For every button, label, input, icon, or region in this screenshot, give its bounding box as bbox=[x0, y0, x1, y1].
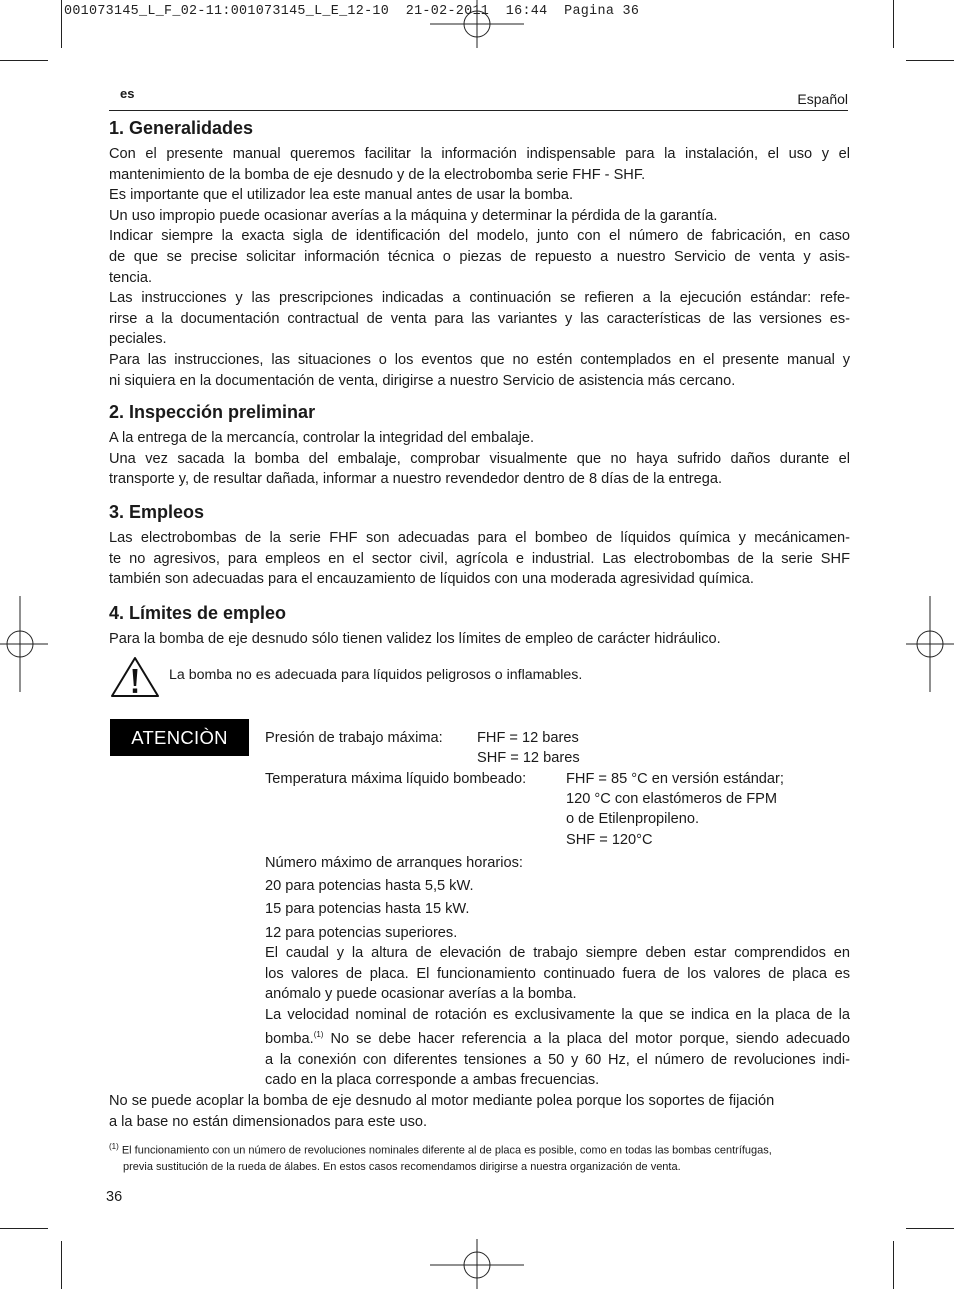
text-line: transporte y, de resultar dañada, informar a nuestro revendedor dentro de 8 días de la entrega. bbox=[109, 471, 723, 488]
footnote bbox=[109, 1139, 850, 1176]
text-line: La velocidad nominal de rotación es exclusivamente la que se indica en la placa de la bbox=[265, 1006, 850, 1023]
warning-text: La bomba no es adecuada para líquidos peligrosos o inflamables. bbox=[169, 667, 583, 683]
crop-mark bbox=[893, 0, 894, 48]
warning-triangle-icon bbox=[110, 656, 160, 698]
text-line: Para las instrucciones, las situaciones o los eventos que no estén contemplados en el presente manual y bbox=[109, 351, 850, 368]
text-line: Un uso impropio puede ocasionar averías a la máquina y determinar la pérdida de la garantía. bbox=[109, 207, 718, 224]
footnote-ref: (1) bbox=[313, 1030, 324, 1040]
section-body bbox=[109, 629, 850, 650]
section-body bbox=[109, 428, 850, 490]
text-line: a la base no están dimensionados para este uso. bbox=[109, 1113, 428, 1130]
registration-mark-icon bbox=[428, 0, 528, 50]
registration-mark-icon bbox=[904, 596, 954, 696]
starts-value: 20 para potencias hasta 5,5 kW. bbox=[265, 878, 474, 894]
text-line: El caudal y la altura de elevación de trabajo siempre deben estar comprendidos en bbox=[265, 945, 850, 961]
text-line: No se puede acoplar la bomba de eje desnudo al motor mediante polea porque los soportes de fijación bbox=[109, 1093, 775, 1109]
text-line: cado en la placa corresponde a ambas frecuencias. bbox=[265, 1072, 600, 1089]
starts-label: Número máximo de arranques horarios: bbox=[265, 855, 523, 871]
registration-mark-icon bbox=[428, 1239, 528, 1289]
crop-mark bbox=[0, 1228, 48, 1229]
text-line: Para la bomba de eje desnudo sólo tienen validez los límites de empleo de carácter hidráulico. bbox=[109, 631, 721, 647]
text-fragment: bomba. bbox=[265, 1031, 314, 1048]
header-rule bbox=[109, 110, 848, 111]
attention-label: ATENCIÒN bbox=[110, 719, 249, 756]
text-line: los valores de placa. El funcionamiento continuado fuera de los valores de placa es bbox=[265, 965, 850, 982]
text-line: Las electrobombas de la serie FHF son adecuadas para el bombeo de líquidos química y mecánicamen- bbox=[109, 530, 850, 546]
text-line: mantenimiento de la bomba de eje desnudo y de la electrobomba serie FHF - SHF. bbox=[109, 166, 646, 183]
text-line: también son adecuadas para el encauzamiento de líquidos con una moderada agresividad química. bbox=[109, 571, 754, 588]
temperature-label: Temperatura máxima líquido bombeado: bbox=[265, 771, 527, 787]
section-title: 4. Límites de empleo bbox=[109, 603, 287, 623]
text-line: ni siquiera en la documentación de venta, dirigirse a nuestro Servicio de asistencia más cercano. bbox=[109, 372, 736, 389]
text-line: a la conexión con diferentes tensiones a 50 y 60 Hz, el número de revoluciones indi- bbox=[265, 1051, 850, 1068]
temperature-value: FHF = 85 °C en versión estándar; bbox=[566, 771, 784, 787]
section-title: 2. Inspección preliminar bbox=[109, 402, 316, 422]
text-line: tencia. bbox=[109, 269, 152, 286]
text-line: rirse a la documentación contractual de venta para las variantes y las características de las versiones es- bbox=[109, 310, 850, 327]
starts-value: 12 para potencias superiores. bbox=[265, 925, 458, 941]
crop-mark bbox=[61, 0, 62, 48]
temperature-value: 120 °C con elastómeros de FPM bbox=[566, 791, 778, 807]
text-line: Con el presente manual queremos facilitar la información indispensable para la instalación, el uso y el bbox=[109, 146, 850, 162]
temperature-value: SHF = 120°C bbox=[566, 832, 653, 848]
registration-mark-icon bbox=[0, 596, 50, 696]
text-fragment: No se debe hacer referencia a la placa del motor porque, siendo adecuado bbox=[323, 1031, 850, 1048]
section-body bbox=[109, 528, 850, 590]
crop-mark bbox=[61, 1241, 62, 1289]
footnote-line bbox=[109, 1139, 850, 1159]
crop-mark bbox=[0, 60, 48, 61]
text-line: Una vez sacada la bomba del embalaje, comprobar visualmente que no haya sufrido daños durante el bbox=[109, 450, 850, 467]
language-code: es bbox=[120, 86, 135, 101]
text-line: A la entrega de la mercancía, controlar la integridad del embalaje. bbox=[109, 430, 535, 446]
page-number: 36 bbox=[106, 1189, 123, 1205]
language-name: Español bbox=[797, 91, 848, 107]
footnote-line: previa sustitución de la rueda de álabes. En estos casos recomendamos dirigirse a nuestra organización de venta. bbox=[123, 1161, 681, 1174]
pressure-value: FHF = 12 bares bbox=[477, 730, 579, 746]
section-title: 3. Empleos bbox=[109, 502, 205, 522]
temperature-value: o de Etilenpropileno. bbox=[566, 811, 700, 827]
text-line: Indicar siempre la exacta sigla de identificación del modelo, junto con el número de fabricación, en caso bbox=[109, 228, 850, 245]
pressure-value: SHF = 12 bares bbox=[477, 750, 580, 766]
text-line: Las instrucciones y las prescripciones indicadas a continuación se refieren a la ejecución estándar: refe- bbox=[109, 290, 850, 307]
print-slug: 001073145_L_F_02-11:001073145_L_E_12-10 21-02-2011 16:44 Pagina 36 bbox=[64, 4, 640, 19]
flow-text bbox=[265, 943, 850, 1091]
pressure-label: Presión de trabajo máxima: bbox=[265, 730, 443, 746]
section-body bbox=[109, 144, 850, 391]
text-line: te no agresivos, para empleos en el sector civil, agrícola e industrial. Las electrobombas de la serie SHF bbox=[109, 550, 850, 567]
text-line: Es importante que el utilizador lea este manual antes de usar la bomba. bbox=[109, 187, 574, 204]
text-fragment: El funcionamiento con un número de revoluciones nominales diferente al de placa es posible, como en todas las bombas centrífugas, bbox=[118, 1144, 772, 1157]
closing-paragraph bbox=[109, 1091, 844, 1132]
text-line: anómalo y puede ocasionar averías a la bomba. bbox=[265, 986, 577, 1003]
text-line: de que se precise solicitar información técnica o piezas de repuesto a nuestro Servicio de venta y asis- bbox=[109, 248, 850, 265]
crop-mark bbox=[893, 1241, 894, 1289]
footnote-mark: (1) bbox=[109, 1142, 119, 1151]
text-line bbox=[265, 1025, 850, 1049]
text-line: peciales. bbox=[109, 331, 167, 348]
crop-mark bbox=[906, 1228, 954, 1229]
starts-value: 15 para potencias hasta 15 kW. bbox=[265, 901, 470, 917]
section-title: 1. Generalidades bbox=[109, 118, 254, 138]
crop-mark bbox=[906, 60, 954, 61]
